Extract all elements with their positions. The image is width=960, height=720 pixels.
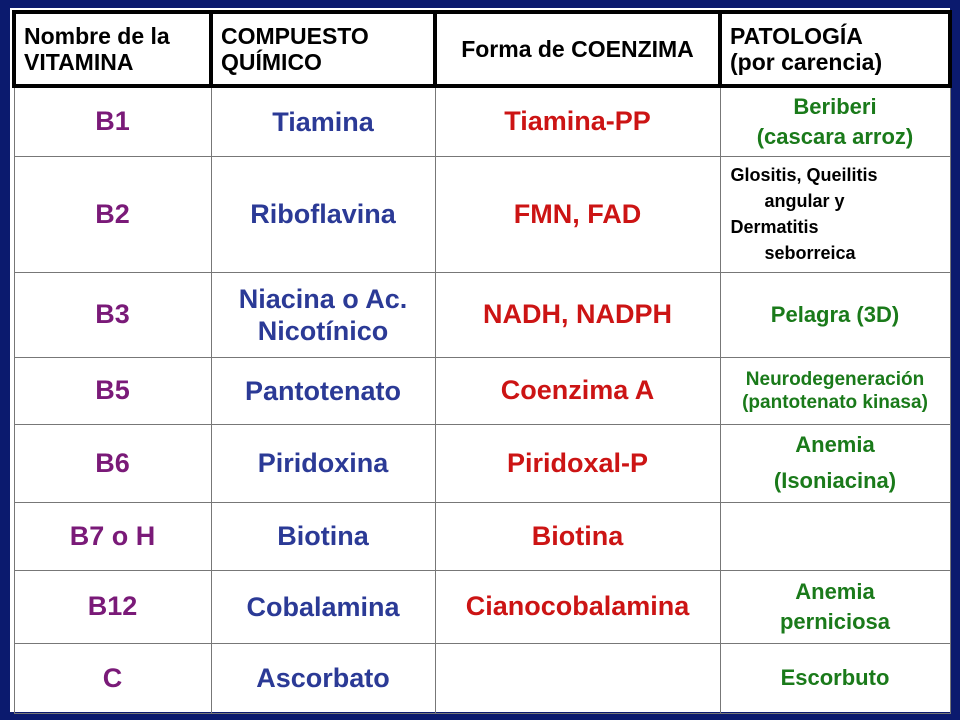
table-row (14, 86, 950, 156)
table-row (14, 156, 950, 272)
coenzima-cell: Piridoxal-P (435, 424, 720, 502)
coenzima-cell: Coenzima A (435, 357, 720, 424)
patologia-line: Anemia (795, 578, 875, 604)
patologia-line: Dermatitis (730, 217, 819, 237)
vitamin-table (12, 10, 952, 714)
compuesto-text: Ascorbato (256, 663, 390, 693)
vitamina-cell: B6 (14, 424, 211, 502)
compuesto-text: Nicotínico (257, 315, 389, 346)
coenzima-cell: Biotina (435, 502, 720, 570)
vitamina-cell: B1 (14, 86, 211, 156)
patologia-line: angular y (764, 191, 845, 211)
coenzima-cell: FMN, FAD (435, 156, 720, 272)
compuesto-cell (211, 502, 435, 570)
patologia-cell (720, 156, 950, 272)
compuesto-cell (211, 156, 435, 272)
vitamina-cell: B3 (14, 272, 211, 357)
patologia-line: perniciosa (779, 608, 891, 634)
compuesto-cell (211, 570, 435, 643)
patologia-line: Escorbuto (780, 665, 890, 690)
compuesto-text: Riboflavina (250, 199, 396, 229)
vitamina-cell: B2 (14, 156, 211, 272)
compuesto-text: Niacina o Ac. (238, 283, 408, 314)
table-row (14, 424, 950, 502)
patologia-line: Beriberi (793, 93, 877, 119)
compuesto-cell (211, 643, 435, 713)
header-patologia-line2: (por carencia) (730, 49, 883, 75)
patologia-cell (720, 502, 950, 570)
patologia-cell (720, 424, 950, 502)
patologia-cell (720, 643, 950, 713)
header-patologia-line1: PATOLOGÍA (730, 23, 863, 49)
header-vitamina-line2: VITAMINA (24, 49, 134, 75)
patologia-line: (cascara arroz) (756, 123, 914, 149)
compuesto-text: Pantotenato (244, 375, 401, 406)
compuesto-cell (211, 357, 435, 424)
header-compuesto (211, 12, 435, 86)
patologia-line: Anemia (795, 432, 875, 457)
slide-frame (10, 8, 950, 712)
header-patologia (720, 12, 950, 86)
compuesto-cell (211, 272, 435, 357)
patologia-cell (720, 86, 950, 156)
header-vitamina (14, 12, 211, 86)
patologia-line: (Isoniacina) (773, 468, 897, 493)
vitamina-cell: B12 (14, 570, 211, 643)
vitamina-cell: B5 (14, 357, 211, 424)
table-row (14, 570, 950, 643)
patologia-cell (720, 570, 950, 643)
vitamina-cell: C (14, 643, 211, 713)
header-coenzima (435, 12, 720, 86)
compuesto-text: Cobalamina (246, 591, 400, 622)
header-vitamina-line1: Nombre de la (24, 23, 170, 49)
patologia-line: seborreica (764, 243, 856, 263)
compuesto-cell (211, 424, 435, 502)
coenzima-cell: Cianocobalamina (435, 570, 720, 643)
compuesto-text: Tiamina (272, 106, 374, 137)
coenzima-cell: Tiamina-PP (435, 86, 720, 156)
table-row (14, 502, 950, 570)
patologia-cell (720, 272, 950, 357)
table-row (14, 272, 950, 357)
header-compuesto-line1: COMPUESTO (221, 23, 369, 49)
table-row (14, 643, 950, 713)
patologia-line: Pelagra (3D) (770, 301, 900, 327)
compuesto-text: Biotina (277, 521, 369, 551)
vitamina-cell: B7 o H (14, 502, 211, 570)
patologia-line: (pantotenato kinasa) (742, 391, 928, 413)
compuesto-cell (211, 86, 435, 156)
header-coenzima-label: Forma de COENZIMA (461, 36, 694, 62)
coenzima-cell (435, 643, 720, 713)
patologia-line: Neurodegeneración (745, 368, 925, 390)
compuesto-text: Piridoxina (257, 448, 389, 478)
coenzima-cell: NADH, NADPH (435, 272, 720, 357)
table-row (14, 357, 950, 424)
patologia-line: Glositis, Queilitis (730, 165, 878, 185)
header-row (14, 12, 950, 86)
patologia-cell (720, 357, 950, 424)
header-compuesto-line2: QUÍMICO (221, 49, 322, 75)
